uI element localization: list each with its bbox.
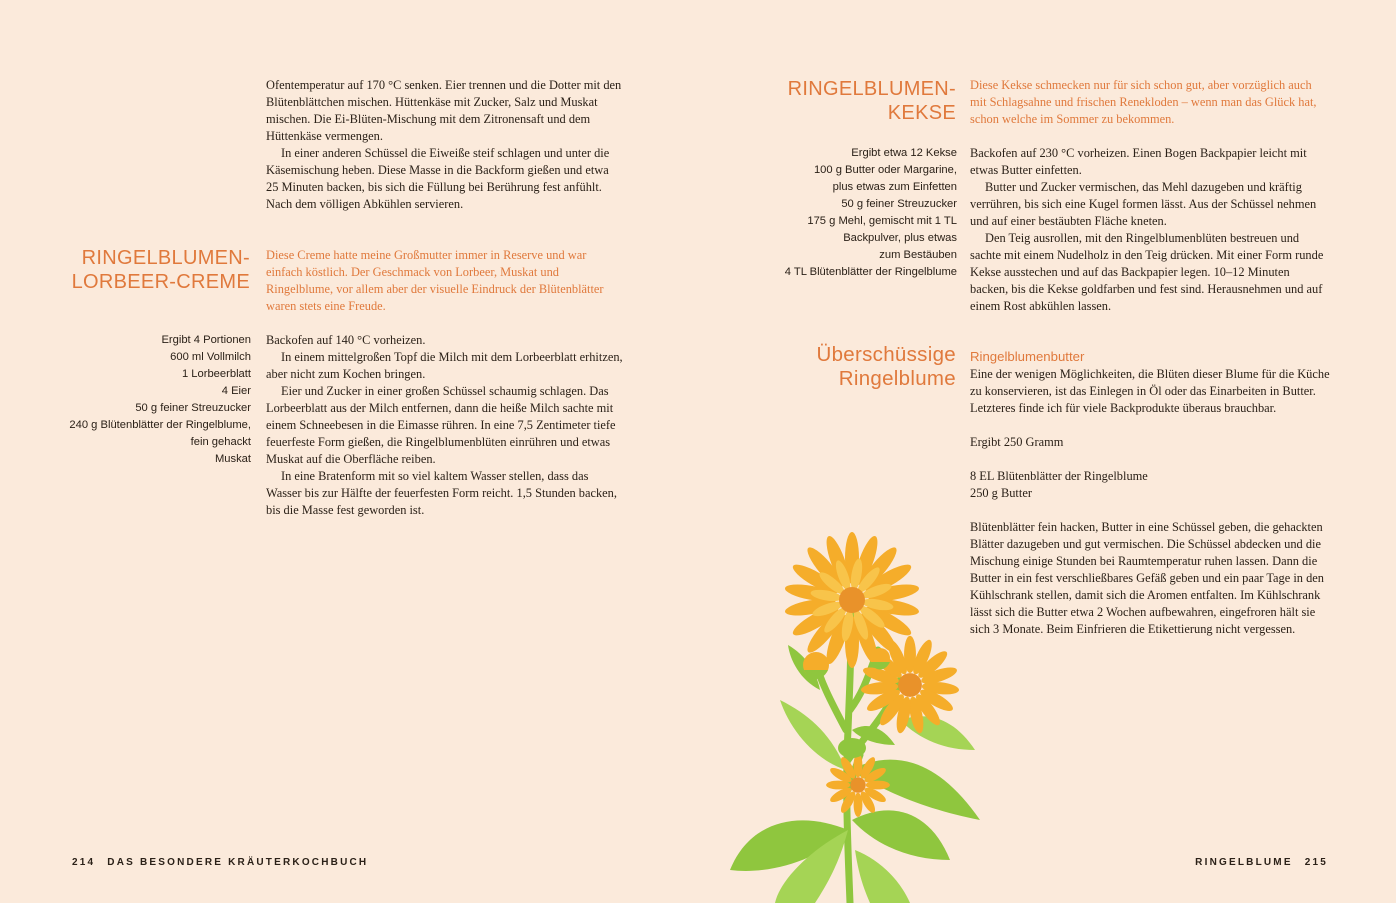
ingredient-list-kekse [707, 145, 957, 281]
butter-intro: Eine der wenigen Möglichkeiten, die Blüten dieser Blume für die Küche zu konservieren, ist das Einlegen in Öl oder das Einarbeiten in Butter. Letzteres finde ich für viele Backprodukte überaus brauchbar. [970, 367, 1330, 415]
calendula-illustration [720, 530, 990, 903]
ingredient: Backpulver, plus etwas [843, 232, 957, 244]
butter-method: Blütenblätter fein hacken, Butter in eine Schüssel geben, die gehackten Blätter dazugeben und gut vermischen. Die Schüssel abdecken und die Mischung einige Stunden bei Raumtemperatur ruhen lassen. Dann die Butter in ein fest verschließbares Gefäß geben und ein paar Tage in den Kühlschrank stellen, damit sich die Aromen entfalten. Im Kühlschrank lässt sich die Butter etwa 2 Wochen aufbewahren, eingefroren hält sie sich 3 Monate. Beim Einfrieren die Etikettierung nicht vergessen. [970, 520, 1324, 636]
ingredient: 175 g Mehl, gemischt mit 1 TL [807, 215, 957, 227]
ingredient: Muskat [214, 453, 251, 465]
ingredient: zum Bestäuben [879, 249, 957, 261]
page-number: 214 [72, 857, 96, 868]
section-name: RINGELBLUME [1195, 857, 1293, 868]
book-title: DAS BESONDERE KRÄUTERKOCHBUCH [107, 857, 369, 868]
section-title-surplus [716, 343, 956, 391]
intro-paragraph: In einer anderen Schüssel die Eiweiße steif schlagen und unter die Käsemischung heben. Diese Masse in die Backform gießen und etwa 25 Minuten backen, bis sich die Füllung bei Berührung fest anfühlt. Nach dem völligen Abkühlen servieren. [266, 146, 610, 211]
ingredient: 50 g feiner Streuzucker [135, 402, 251, 414]
page-number: 215 [1304, 857, 1328, 868]
step: Butter und Zucker vermischen, das Mehl dazugeben und kräftig verrühren, bis sich eine Kugel formen lässt. Aus der Schüssel nehmen und auf einer bestäubten Fläche kneten. [970, 180, 1317, 228]
flower-main [784, 532, 920, 668]
recipe-steps-creme [266, 332, 624, 519]
ingredient: 50 g feiner Streuzucker [841, 198, 957, 210]
recipe-steps-kekse [970, 145, 1330, 315]
butter-yield: Ergibt 250 Gramm [970, 435, 1064, 449]
ingredient: 600 ml Vollmilch [170, 351, 251, 363]
intro-paragraph: Ofentemperatur auf 170 °C senken. Eier trennen und die Dotter mit den Blütenblättchen mischen. Hüttenkäse mit Zucker, Salz und Muskat mischen. Die Ei-Blüten-Mischung mit dem Zitronensaft und dem Hüttenkäse vermengen. [266, 78, 622, 143]
ingredient: fein gehackt [190, 436, 251, 448]
recipe-title-kekse [716, 77, 956, 125]
recipe-description-kekse: Diese Kekse schmecken nur für sich schon gut, aber vorzüglich auch mit Schlagsahne und frischen Renekloden – wenn man das Glück hat, schon welche im Sommer zu bekommen. [970, 78, 1317, 126]
ingredient: 240 g Blütenblätter der Ringelblume, [69, 419, 251, 431]
ingredient: 1 Lorbeerblatt [181, 368, 251, 380]
ingredient-list-creme [1, 332, 251, 468]
right-footer [1195, 857, 1328, 868]
title-line: RINGELBLUMEN- [81, 247, 250, 269]
recipe-description-creme: Diese Creme hatte meine Großmutter immer in Reserve und war einfach köstlich. Der Geschmack von Lorbeer, Muskat und Ringelblume, vor allem aber der visuelle Eindruck der Blütenblätter waren stets eine Freude. [266, 248, 604, 313]
left-footer [72, 857, 368, 868]
step: Backofen auf 140 °C vorheizen. [266, 333, 426, 347]
title-line: Ringelblume [838, 367, 956, 390]
butter-text [970, 366, 1332, 638]
ingredient: Ergibt 4 Portionen [161, 334, 251, 346]
butter-subtitle: Ringelblumenbutter [970, 349, 1085, 364]
step: Den Teig ausrollen, mit den Ringelblumenblüten bestreuen und sachte mit einem Nudelholz in den Teig drücken. Mit einer Form runde Kekse ausstechen und auf das Backpapier legen. 10–12 Minuten backen, bis die Kekse goldfarben und fest sind. Herausnehmen und auf einem Rost abkühlen lassen. [970, 231, 1324, 313]
title-line: LORBEER-CREME [71, 271, 250, 293]
butter-ingredient: 8 EL Blütenblätter der Ringelblume [970, 469, 1148, 483]
ingredient: plus etwas zum Einfetten [832, 181, 957, 193]
title-line: KEKSE [887, 102, 956, 124]
ingredient: Ergibt etwa 12 Kekse [851, 147, 957, 159]
ingredient: 100 g Butter oder Margarine, [813, 164, 957, 176]
step: Eier und Zucker in einer großen Schüssel schaumig schlagen. Das Lorbeerblatt aus der Milch entfernen, dann die heiße Milch sachte mit einem Schneebesen in die Eimasse rühren. In eine 7,5 Zentimeter tiefe feuerfeste Form gießen, die Ringelblumenblüten einrühren und etwas Muskat auf die Oberfläche reiben. [266, 384, 616, 466]
step: Backofen auf 230 °C vorheizen. Einen Bogen Backpapier leicht mit etwas Butter einfetten. [970, 146, 1307, 177]
ingredient: 4 TL Blütenblätter der Ringelblume [784, 266, 957, 278]
recipe-title-creme [10, 246, 250, 294]
step: In eine Bratenform mit so viel kaltem Wasser stellen, dass das Wasser bis zur Hälfte der feuerfesten Form reicht. 1,5 Stunden backen, bis die Masse fest geworden ist. [266, 469, 617, 517]
title-line: RINGELBLUMEN- [787, 78, 956, 100]
title-line: Überschüssige [816, 343, 956, 366]
left-intro-text [266, 77, 622, 213]
step: In einem mittelgroßen Topf die Milch mit dem Lorbeerblatt erhitzen, aber nicht zum Kochen bringen. [266, 350, 623, 381]
ingredient: 4 Eier [221, 385, 251, 397]
butter-ingredient: 250 g Butter [970, 486, 1032, 500]
